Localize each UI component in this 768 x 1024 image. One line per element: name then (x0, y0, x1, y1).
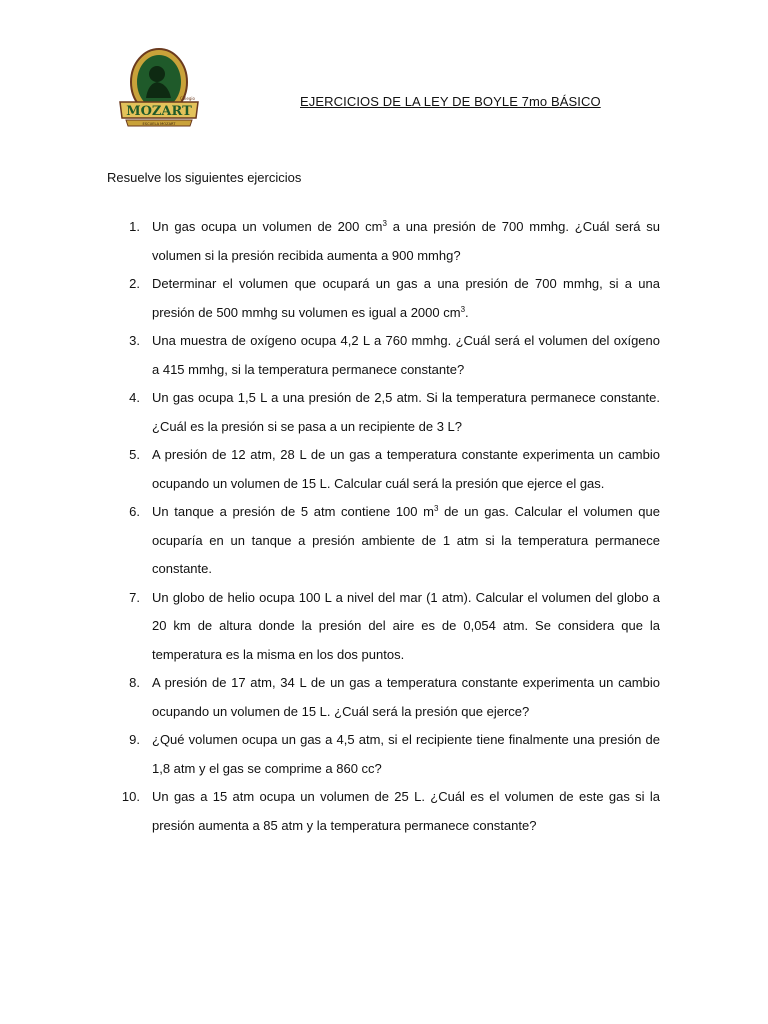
exercise-number: 6. (129, 504, 140, 519)
superscript: 3 (382, 219, 387, 228)
exercise-text (152, 327, 660, 384)
page-title: EJERCICIOS DE LA LEY DE BOYLE 7mo BÁSICO (300, 94, 601, 109)
exercise-item (0, 441, 768, 498)
exercise-item (0, 726, 768, 783)
exercise-text-part: ¿Qué volumen ocupa un gas a 4,5 atm, si el recipiente tiene finalmente una presión de 1,8 atm y el gas se comprime a 860 cc? (152, 732, 660, 776)
exercise-item (0, 783, 768, 840)
svg-text:ESCUELA MOZART: ESCUELA MOZART (142, 122, 176, 126)
exercise-text-part: A presión de 17 atm, 34 L de un gas a temperatura constante experimenta un cambio ocupando un volumen de 15 L. ¿Cuál será la presión que ejerce? (152, 675, 660, 719)
exercise-text-part: Un gas a 15 atm ocupa un volumen de 25 L. ¿Cuál es el volumen de este gas si la presión aumenta a 85 atm y la temperatura permanece constante? (152, 789, 660, 833)
exercise-item (0, 213, 768, 270)
exercise-number: 1. (129, 219, 140, 234)
exercise-text-part: Un tanque a presión de 5 atm contiene 100 m (152, 504, 434, 519)
exercise-text (152, 726, 660, 783)
exercise-number: 4. (129, 390, 140, 405)
exercise-text (152, 498, 660, 584)
superscript: 3 (460, 304, 466, 314)
exercise-text-part: de un gas. Calcular el volumen que ocuparía en un tanque a presión ambiente de 1 atm si la temperatura permanece constante. (152, 504, 660, 576)
exercise-text (152, 441, 660, 498)
exercise-list (0, 213, 768, 840)
exercise-text (152, 584, 660, 670)
exercise-number: 9. (129, 732, 140, 747)
svg-text:MOZART: MOZART (126, 104, 192, 119)
exercise-number: 2. (129, 276, 140, 291)
exercise-text (152, 669, 660, 726)
exercise-text-part: Un gas ocupa un volumen de 200 cm (152, 219, 383, 234)
exercise-text-part: Un globo de helio ocupa 100 L a nivel del mar (1 atm). Calcular el volumen del globo a 20 km de altura donde la presión del aire es de 0,054 atm. Se considera que la temperatura es la misma en los dos puntos. (152, 589, 660, 662)
exercise-number: 3. (129, 333, 140, 348)
superscript: 3 (433, 504, 439, 513)
exercise-text-part: A presión de 12 atm, 28 L de un gas a temperatura constante experimenta un cambio ocupando un volumen de 15 L. Calcular cuál será la presión que ejerce el gas. (152, 447, 660, 491)
exercise-number: 7. (129, 589, 140, 605)
exercise-text (152, 783, 660, 840)
exercise-item (0, 270, 768, 327)
instructions-text: Resuelve los siguientes ejercicios (107, 170, 302, 185)
exercise-text-part: . (465, 304, 469, 320)
exercise-item (0, 327, 768, 384)
exercise-text-part: a una presión de 700 mmhg. ¿Cuál será su volumen si la presión recibida aumenta a 900 mmhg? (152, 219, 661, 263)
exercise-text (152, 213, 660, 270)
school-logo (116, 46, 202, 130)
exercise-number: 10. (121, 789, 140, 804)
svg-text:Colegio: Colegio (180, 96, 195, 101)
exercise-item (0, 498, 768, 584)
exercise-text-part: Un gas ocupa 1,5 L a una presión de 2,5 atm. Si la temperatura permanece constante. ¿Cuál es la presión si se pasa a un recipiente de 3 L? (152, 390, 660, 434)
exercise-item (0, 584, 768, 670)
exercise-item (0, 669, 768, 726)
exercise-number: 5. (129, 447, 140, 462)
exercise-text (152, 270, 660, 327)
exercise-text-part: Una muestra de oxígeno ocupa 4,2 L a 760 mmhg. ¿Cuál será el volumen del oxígeno a 415 mmhg, si la temperatura permanece constante? (152, 333, 660, 377)
exercise-text (152, 384, 660, 441)
exercise-number: 8. (129, 675, 140, 690)
exercise-text-part: Determinar el volumen que ocupará un gas a una presión de 700 mmhg, si a una presión de 500 mmhg su volumen es igual a 2000 cm (152, 276, 660, 320)
exercise-item (0, 384, 768, 441)
